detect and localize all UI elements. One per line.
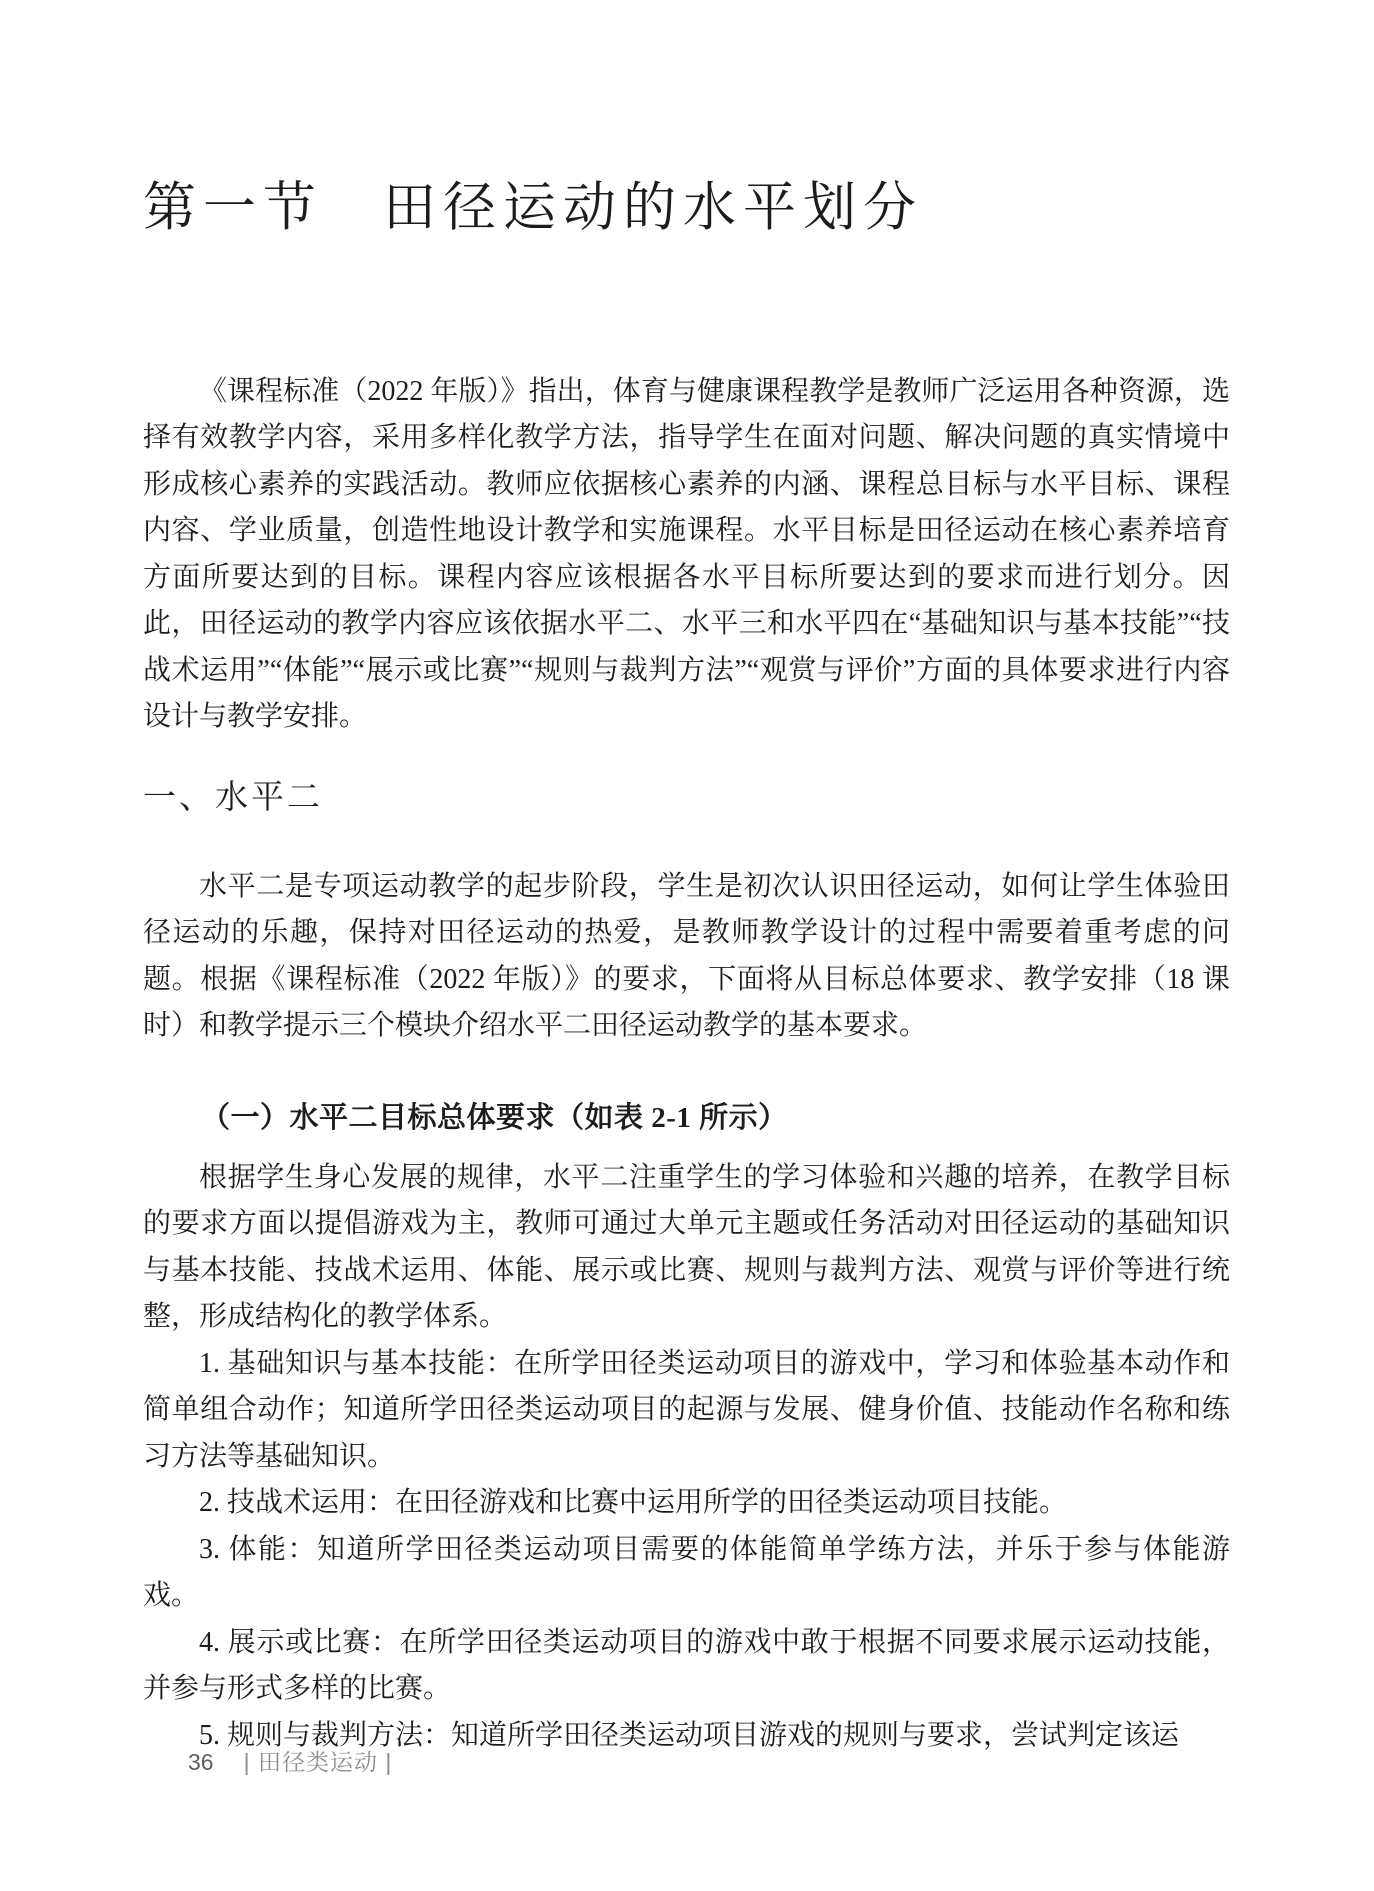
page-footer: [188, 1744, 392, 1777]
page-number: 36: [188, 1749, 214, 1775]
level-intro-paragraph: 水平二是专项运动教学的起步阶段，学生是初次认识田径运动，如何让学生体验田径运动的乐趣，保持对田径运动的热爱，是教师教学设计的过程中需要着重考虑的问题。根据《课程标准（2022 年版）》的要求，下面将从目标总体要求、教学安排（18 课时）和教学提示三个模块介绍水平二田径运动教学的基本要求。: [143, 870, 1230, 1042]
numbered-item: 2. 技战术运用：在田径游戏和比赛中运用所学的田径类运动项目技能。: [199, 1487, 1068, 1519]
running-title: | 田径类运动 |: [243, 1749, 393, 1775]
numbered-item: 4. 展示或比赛：在所学田径类运动项目的游戏中敢于根据不同要求展示运动技能，并参与形式多样的比赛。: [143, 1626, 1230, 1705]
section-title: 第一节 田径运动的水平划分: [143, 179, 923, 237]
subsection-heading: （一）水平二目标总体要求（如表 2-1 所示）: [201, 1101, 788, 1134]
subsection-paragraph: 根据学生身心发展的规律，水平二注重学生的学习体验和兴趣的培养，在教学目标的要求方面以提倡游戏为主，教师可通过大单元主题或任务活动对田径运动的基础知识与基本技能、技战术运用、体能、展示或比赛、规则与裁判方法、观赏与评价等进行统整，形成结构化的教学体系。: [143, 1161, 1230, 1333]
level-heading: 一、水平二: [143, 777, 323, 815]
numbered-item: 5. 规则与裁判方法：知道所学田径类运动项目游戏的规则与要求，尝试判定该运: [199, 1719, 1180, 1751]
intro-paragraph: 《课程标准（2022 年版）》指出，体育与健康课程教学是教师广泛运用各种资源，选择有效教学内容，采用多样化教学方法，指导学生在面对问题、解决问题的真实情境中形成核心素养的实践活动。教师应依据核心素养的内涵、课程总目标与水平目标、课程内容、学业质量，创造性地设计教学和实施课程。水平目标是田径运动在核心素养培育方面所要达到的目标。课程内容应该根据各水平目标所要达到的要求而进行划分。因此，田径运动的教学内容应该依据水平二、水平三和水平四在“基础知识与基本技能”“技战术运用”“体能”“展示或比赛”“规则与裁判方法”“观赏与评价”方面的具体要求进行内容设计与教学安排。: [143, 375, 1230, 733]
numbered-item: 3. 体能：知道所学田径类运动项目需要的体能简单学练方法，并乐于参与体能游戏。: [143, 1533, 1230, 1612]
numbered-item: 1. 基础知识与基本技能：在所学田径类运动项目的游戏中，学习和体验基本动作和简单组合动作；知道所学田径类运动项目的起源与发展、健身价值、技能动作名称和练习方法等基础知识。: [143, 1347, 1230, 1472]
